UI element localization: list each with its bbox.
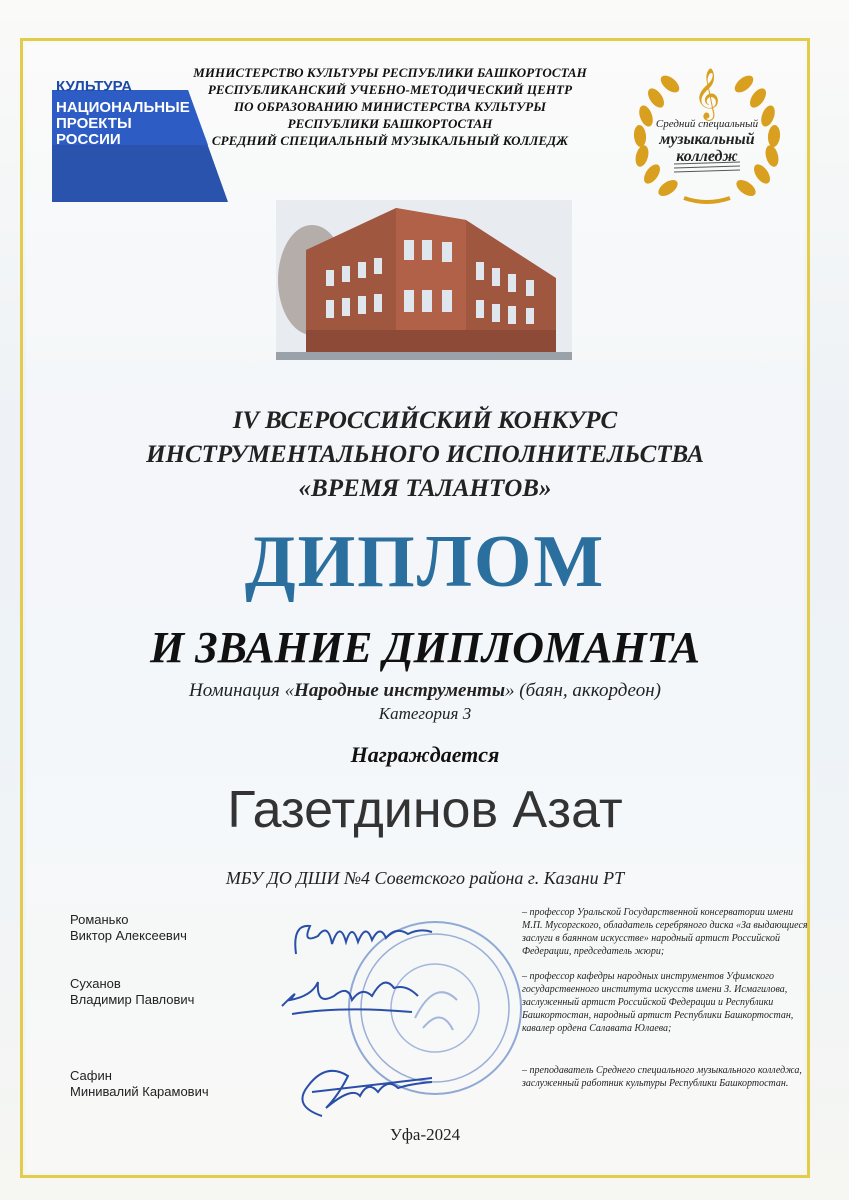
contest-title <box>60 404 790 506</box>
signature-1 <box>288 914 438 964</box>
header-line-3: ПО ОБРАЗОВАНИЮ МИНИСТЕРСТВА КУЛЬТУРЫ <box>233 99 547 114</box>
header-line-2: РЕСПУБЛИКАНСКИЙ УЧЕБНО-МЕТОДИЧЕСКИЙ ЦЕНТР <box>207 82 573 97</box>
awarded-label: Награждается <box>350 742 500 767</box>
signature-2 <box>272 966 422 1026</box>
logo-line-2: ПРОЕКТЫ <box>56 115 132 132</box>
jury-1-name: Виктор Алексеевич <box>70 928 187 943</box>
jury-3-surname: Сафин <box>70 1068 112 1083</box>
header-line-1: МИНИСТЕРСТВО КУЛЬТУРЫ РЕСПУБЛИКИ БАШКОРТОСТАН <box>193 65 587 80</box>
city-year: Уфа-2024 <box>389 1125 461 1144</box>
jury-2-name: Владимир Павлович <box>70 992 195 1007</box>
jury-2-surname: Суханов <box>70 976 121 991</box>
jury-2-description: – профессор кафедры народных инструментов Уфимского государственного института искусств имени З. Исмагилова, заслуженный артист Российской Федерации и Республики Башкортостан, народный артист Республики Башкортостан, кавалер ордена Салавата Юлаева; <box>522 971 794 1034</box>
logo-line-1: НАЦИОНАЛЬНЫЕ <box>56 99 190 116</box>
contest-line-1: IV ВСЕРОССИЙСКИЙ КОНКУРС <box>232 407 618 434</box>
rank-title: И ЗВАНИЕ ДИПЛОМАНТА <box>149 623 701 672</box>
jury-member-2 <box>70 976 194 1008</box>
diploma-title: ДИПЛОМ <box>244 521 606 603</box>
contest-line-3: «ВРЕМЯ ТАЛАНТОВ» <box>298 475 552 502</box>
school-name: МБУ ДО ДШИ №4 Советского района г. Казани РТ <box>225 868 625 888</box>
jury-member-3 <box>70 1068 209 1100</box>
header-line-4: РЕСПУБЛИКИ БАШКОРТОСТАН <box>287 116 493 131</box>
header-line-5: СРЕДНИЙ СПЕЦИАЛЬНЫЙ МУЗЫКАЛЬНЫЙ КОЛЛЕДЖ <box>211 133 569 148</box>
nomination-prefix: Номинация « <box>189 680 295 701</box>
signature-3 <box>282 1056 442 1126</box>
emblem-line-1: Средний специальный <box>655 118 759 130</box>
issuer-header <box>190 64 590 149</box>
jury-1-description: – профессор Уральской Государственной консерватории имени М.П. Мусоргского, обладатель серебряного диска «За выдающиеся заслуги в баянном искусстве» народный артист Российской Федерации, председатель жюри; <box>522 907 808 957</box>
logo-culture-label: КУЛЬТУРА <box>56 78 133 95</box>
jury-member-1 <box>70 912 187 944</box>
svg-text:𝄞: 𝄞 <box>693 68 721 119</box>
jury-3-name: Минивалий Карамович <box>70 1084 209 1099</box>
logo-line-3: РОССИИ <box>56 131 121 148</box>
nomination-name: Народные инструменты <box>294 680 506 701</box>
nomination <box>60 680 790 702</box>
category: Категория 3 <box>378 704 472 723</box>
laureate-name: Газетдинов Азат <box>227 781 623 839</box>
logo-title <box>56 99 190 148</box>
contest-line-2: ИНСТРУМЕНТАЛЬНОГО ИСПОЛНИТЕЛЬСТВА <box>146 441 704 468</box>
emblem-line-2: музыкальный <box>659 131 755 148</box>
jury-1-surname: Романько <box>70 912 129 927</box>
nomination-suffix: » (баян, аккордеон) <box>505 680 661 701</box>
jury-3-description: – преподаватель Среднего специального музыкального колледжа, заслуженный работник культуры Республики Башкортостан. <box>522 1065 802 1089</box>
emblem-line-3: колледж <box>676 148 738 165</box>
college-building-photo <box>276 200 572 360</box>
